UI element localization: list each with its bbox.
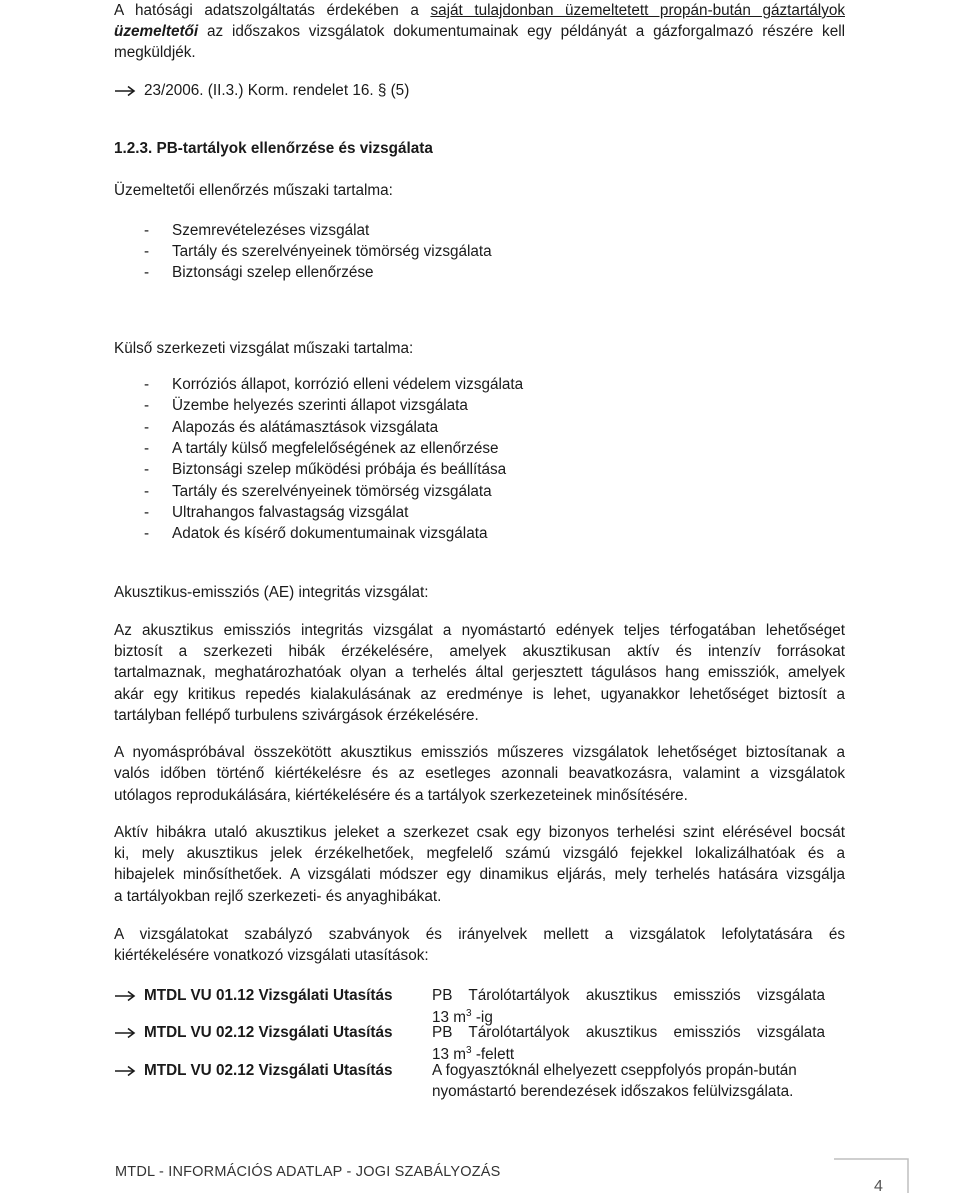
list-dash: - [144,419,150,436]
paragraph-line: tartalmaznak, meghatározhatóak olyan a terhelés által gerjesztett tágulásos hang emissziók, amelyek [114,664,845,681]
intro-line-1 [114,0,845,21]
arrow-right-icon [114,1026,136,1040]
intro-underlined-text: saját tulajdonban üzemeltetett propán-bután gáztartályok [430,2,845,19]
instruction-description: PB Tárolótartályok akusztikus emissziós vizsgálata [432,1024,825,1041]
list-dash: - [144,222,150,239]
legal-reference: 23/2006. (II.3.) Korm. rendelet 16. § (5) [144,82,410,99]
instruction-description: A fogyasztóknál elhelyezett cseppfolyós propán-bután [432,1062,797,1079]
paragraph-line: tartályban fellépő turbulens szivárgások érzékelésére. [114,707,479,724]
paragraph-line: utólagos reprodukálására, kiértékelésére és a tartályok szerkezeteinek minősítésére. [114,787,688,804]
instruction-description-2: 13 $m^3$ -felett [432,1045,515,1064]
paragraph-line: A vizsgálatokat szabályzó szabványok és irányelvek mellett a vizsgálatok lefolytatására és [114,926,845,943]
arrow-right-icon [114,1064,136,1078]
list-dash: - [144,461,150,478]
paragraph-line: valós időben történő kiértékelésre és az esetleges azonnali beavatkozásra, valamint a vizsgálatok [114,765,845,782]
intro-text: A hatósági adatszolgáltatás érdekében a [114,2,431,19]
instruction-description-2: 13 $m^3$ -ig [432,1008,493,1027]
paragraph-line: A nyomáspróbával összekötött akusztikus emissziós műszeres vizsgálatok lehetőséget biztosítanak a [114,744,845,761]
footer-title: MTDL - INFORMÁCIÓS ADATLAP - JOGI SZABÁLYOZÁS [115,1164,501,1180]
list-item: Üzembe helyezés szerinti állapot vizsgálata [172,397,468,414]
instruction-code: MTDL VU 02.12 Vizsgálati Utasítás [144,1062,393,1079]
list-dash: - [144,440,150,457]
list-dash: - [144,376,150,393]
ae-title: Akusztikus-emissziós (AE) integritás vizsgálat: [114,584,429,601]
section-heading: 1.2.3. PB-tartályok ellenőrzése és vizsgálata [114,140,433,157]
paragraph-line: kiértékelésére vonatkozó vizsgálati utasítások: [114,947,429,964]
instruction-description: PB Tárolótartályok akusztikus emissziós vizsgálata [432,987,825,1004]
intro-line-2 [114,21,845,42]
paragraph-line: Aktív hibákra utaló akusztikus jeleket a szerkezet csak egy bizonyos terhelési szint elérésével bocsát [114,824,845,841]
arrow-right-icon [114,84,136,98]
operator-check-title: Üzemeltetői ellenőrzés műszaki tartalma: [114,182,393,199]
list-item: Szemrevételezéses vizsgálat [172,222,370,239]
list-dash: - [144,264,150,281]
instruction-code: MTDL VU 02.12 Vizsgálati Utasítás [144,1024,393,1041]
intro-line-3: megküldjék. [114,44,196,61]
list-item: Tartály és szerelvényeinek tömörség vizsgálata [172,483,492,500]
list-dash: - [144,504,150,521]
list-item: A tartály külső megfelelőségének az ellenőrzése [172,440,499,457]
paragraph-line: biztosít a szerkezeti hibák érzékelésére, amelyek akusztikusan aktív és intenzív forrásokat [114,643,845,660]
list-item: Tartály és szerelvényeinek tömörség vizsgálata [172,243,492,260]
paragraph-line: a tartályokban rejlő szerkezeti- és anyaghibákat. [114,888,442,905]
paragraph-line: hibajelek minősíthetőek. A vizsgálati módszer egy dinamikus eljárás, mely terhelés hatására vizsgálja [114,866,845,883]
instruction-description-2: nyomástartó berendezések időszakos felülvizsgálata. [432,1083,794,1100]
list-dash: - [144,525,150,542]
page-number-box [833,1158,909,1194]
paragraph-line: Az akusztikus emissziós integritás vizsgálat a nyomástartó edények teljes térfogatában lehetőséget [114,622,845,639]
arrow-right-icon [114,989,136,1003]
list-dash: - [144,397,150,414]
external-check-title: Külső szerkezeti vizsgálat műszaki tartalma: [114,340,414,357]
list-item: Alapozás és alátámasztások vizsgálata [172,419,439,436]
list-item: Ultrahangos falvastagság vizsgálat [172,504,409,521]
paragraph-line: ki, mely akusztikus jelek érzékelhetőek, megfelelő számú vizsgáló fejekkel lokalizálhatóak és a [114,845,845,862]
instruction-code: MTDL VU 01.12 Vizsgálati Utasítás [144,987,393,1004]
list-item: Biztonsági szelep ellenőrzése [172,264,374,281]
page-number: 4 [874,1178,883,1194]
paragraph-line: akár egy kritikus repedés kialakulásának az eredménye is lehet, ugyanakkor lehetőséget biztosít a [114,686,845,703]
list-item: Biztonsági szelep működési próbája és beállítása [172,461,507,478]
list-dash: - [144,483,150,500]
intro-bold-italic: üzemeltetői [114,23,199,40]
list-dash: - [144,243,150,260]
list-item: Adatok és kísérő dokumentumainak vizsgálata [172,525,488,542]
list-item: Korróziós állapot, korrózió elleni védelem vizsgálata [172,376,524,393]
intro-text: az időszakos vizsgálatok dokumentumainak egy példányát a gázforgalmazó részére kell [198,23,845,40]
